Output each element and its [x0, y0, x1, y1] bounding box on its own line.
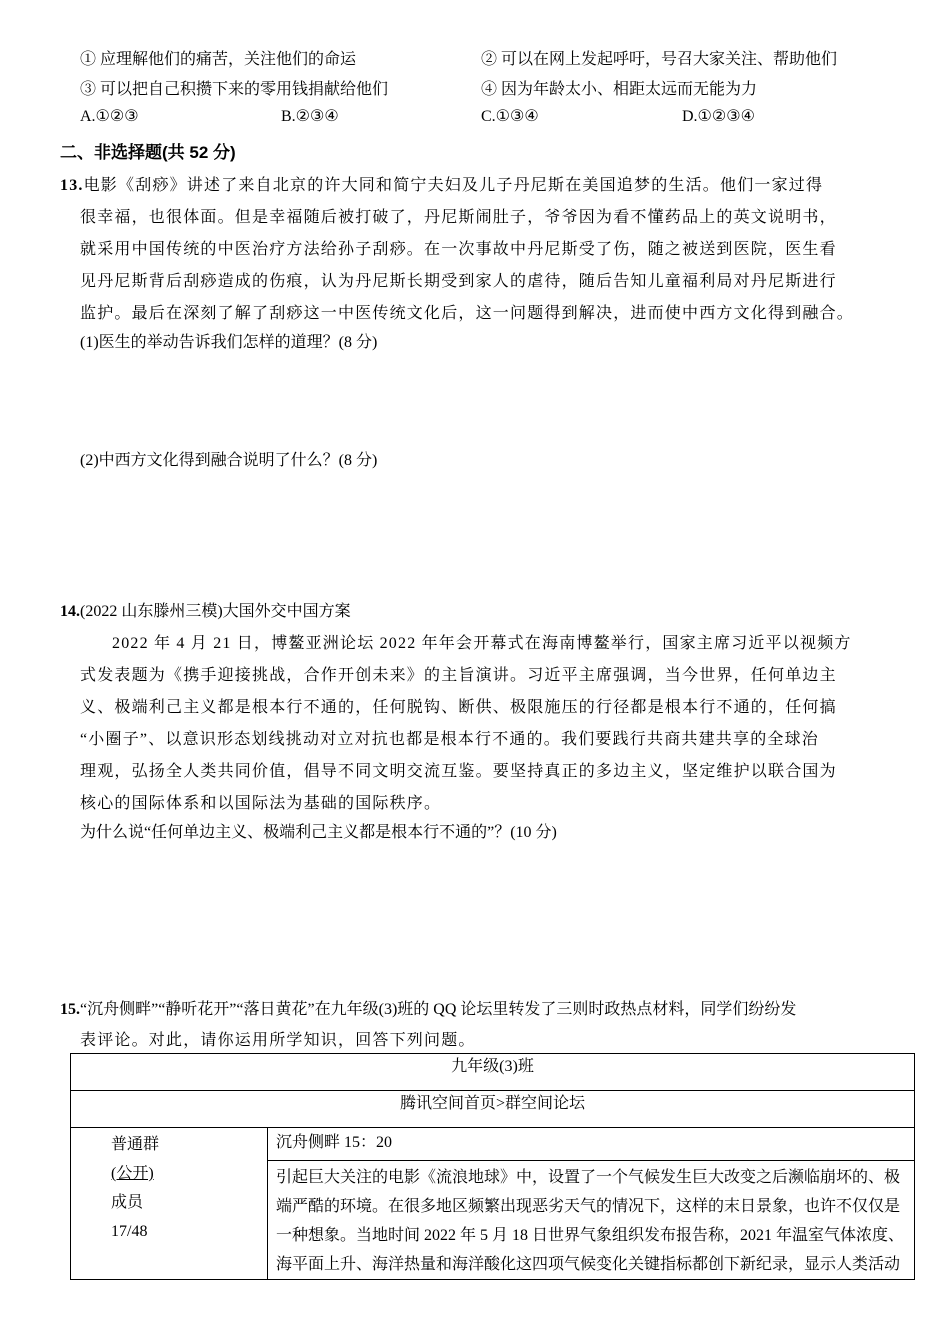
answer-d: D.①②③④	[682, 108, 755, 125]
q14-line5: 理观，弘扬全人类共同价值，倡导不同文明交流互鉴。要坚持真正的多边主义，坚定维护以联合国为	[80, 763, 837, 780]
q13-text: 电影《刮痧》讲述了来自北京的许大同和简宁夫妇及儿子丹尼斯在美国追梦的生活。他们一家过得	[83, 177, 824, 194]
option-3: ③ 可以把自己积攒下来的零用钱捐献给他们	[80, 81, 389, 98]
q14-number: 14.	[60, 603, 80, 620]
option-2: ② 可以在网上发起呼吁，号召大家关注、帮助他们	[481, 51, 838, 68]
section-title: 二、非选择题(共 52 分)	[60, 143, 236, 162]
q13-line5: 监护。最后在深刻了解了刮痧这一中医传统文化后，这一问题得到解决，进而使中西方文化得到融合。	[80, 305, 855, 322]
q15-line1	[60, 996, 796, 1019]
members-count: 17/48	[111, 1223, 148, 1240]
q14-line3: 义、极端利己主义都是根本行不通的，任何脱钩、断供、极限施压的行径都是根本行不通的，任何搞	[80, 699, 837, 716]
forum-nav: 腾讯空间首页>群空间论坛	[71, 1091, 915, 1128]
answer-b: B.②③④	[281, 108, 339, 125]
answer-c: C.①③④	[481, 108, 539, 125]
q13-line3: 就采用中国传统的中医治疗方法给孙子刮痧。在一次事故中丹尼斯受了伤，随之被送到医院，医生看	[80, 241, 837, 258]
q14-question: 为什么说“任何单边主义、极端利己主义都是根本行不通的”？(10 分)	[80, 824, 557, 841]
q15-line2: 表评论。对此，请你运用所学知识，回答下列问题。	[80, 1032, 476, 1049]
q15-text: “沉舟侧畔”“静听花开”“落日黄花”在九年级(3)班的 QQ 论坛里转发了三则时政热点材料，同学们纷纷发	[80, 1001, 797, 1018]
q14-title	[60, 598, 351, 621]
members-label: 成员	[111, 1194, 144, 1211]
q14-heading: (2022 山东滕州三模)大国外交中国方案	[80, 603, 351, 620]
group-type: 普通群	[111, 1136, 160, 1153]
q15-number: 15.	[60, 1001, 80, 1018]
post-line: 端严酷的环境。在很多地区频繁出现恶劣天气的情况下，这样的末日景象，也许不仅仅是	[276, 1198, 901, 1215]
q13-line1	[60, 172, 823, 195]
post-line: 一种想象。当地时间 2022 年 5 月 18 日世界气象组织发布报告称，2021 年温室气体浓度、	[276, 1227, 905, 1244]
q14-line2: 式发表题为《携手迎接挑战，合作开创未来》的主旨演讲。习近平主席强调，当今世界，任何单边主	[80, 667, 837, 684]
post-body	[268, 1161, 915, 1280]
option-4: ④ 因为年龄太小、相距太远而无能为力	[481, 81, 758, 98]
forum-table	[70, 1053, 915, 1280]
q13-sub1: (1)医生的举动告诉我们怎样的道理？(8 分)	[80, 334, 378, 351]
forum-group-info	[71, 1128, 268, 1280]
q14-line4: “小圈子”、以意识形态划线挑动对立对抗也都是根本行不通的。我们要践行共商共建共享的全球治	[80, 731, 820, 748]
q13-number: 13.	[60, 177, 84, 194]
option-1: ① 应理解他们的痛苦，关注他们的命运	[80, 51, 357, 68]
answer-a: A.①②③	[80, 108, 139, 125]
q13-line4: 见丹尼斯背后刮痧造成的伤痕，认为丹尼斯长期受到家人的虐待，随后告知儿童福利局对丹尼斯进行	[80, 273, 837, 290]
q14-line1: 2022 年 4 月 21 日，博鳌亚洲论坛 2022 年年会开幕式在海南博鳌举行，国家主席习近平以视频方	[112, 635, 852, 652]
post-header: 沉舟侧畔 15：20	[268, 1128, 915, 1161]
post-line: 引起巨大关注的电影《流浪地球》中，设置了一个气候发生巨大改变之后濒临崩坏的、极	[276, 1169, 901, 1186]
q14-line6: 核心的国际体系和以国际法为基础的国际秩序。	[80, 795, 442, 812]
q13-line2: 很幸福，也很体面。但是幸福随后被打破了，丹尼斯闹肚子，爷爷因为看不懂药品上的英文说明书，	[80, 209, 837, 226]
q13-sub2: (2)中西方文化得到融合说明了什么？(8 分)	[80, 452, 378, 469]
post-line: 海平面上升、海洋热量和海洋酸化这四项气候变化关键指标都创下新纪录，显示人类活动	[276, 1256, 901, 1273]
group-visibility[interactable]: (公开)	[111, 1165, 154, 1182]
forum-class-name: 九年级(3)班	[71, 1054, 915, 1091]
